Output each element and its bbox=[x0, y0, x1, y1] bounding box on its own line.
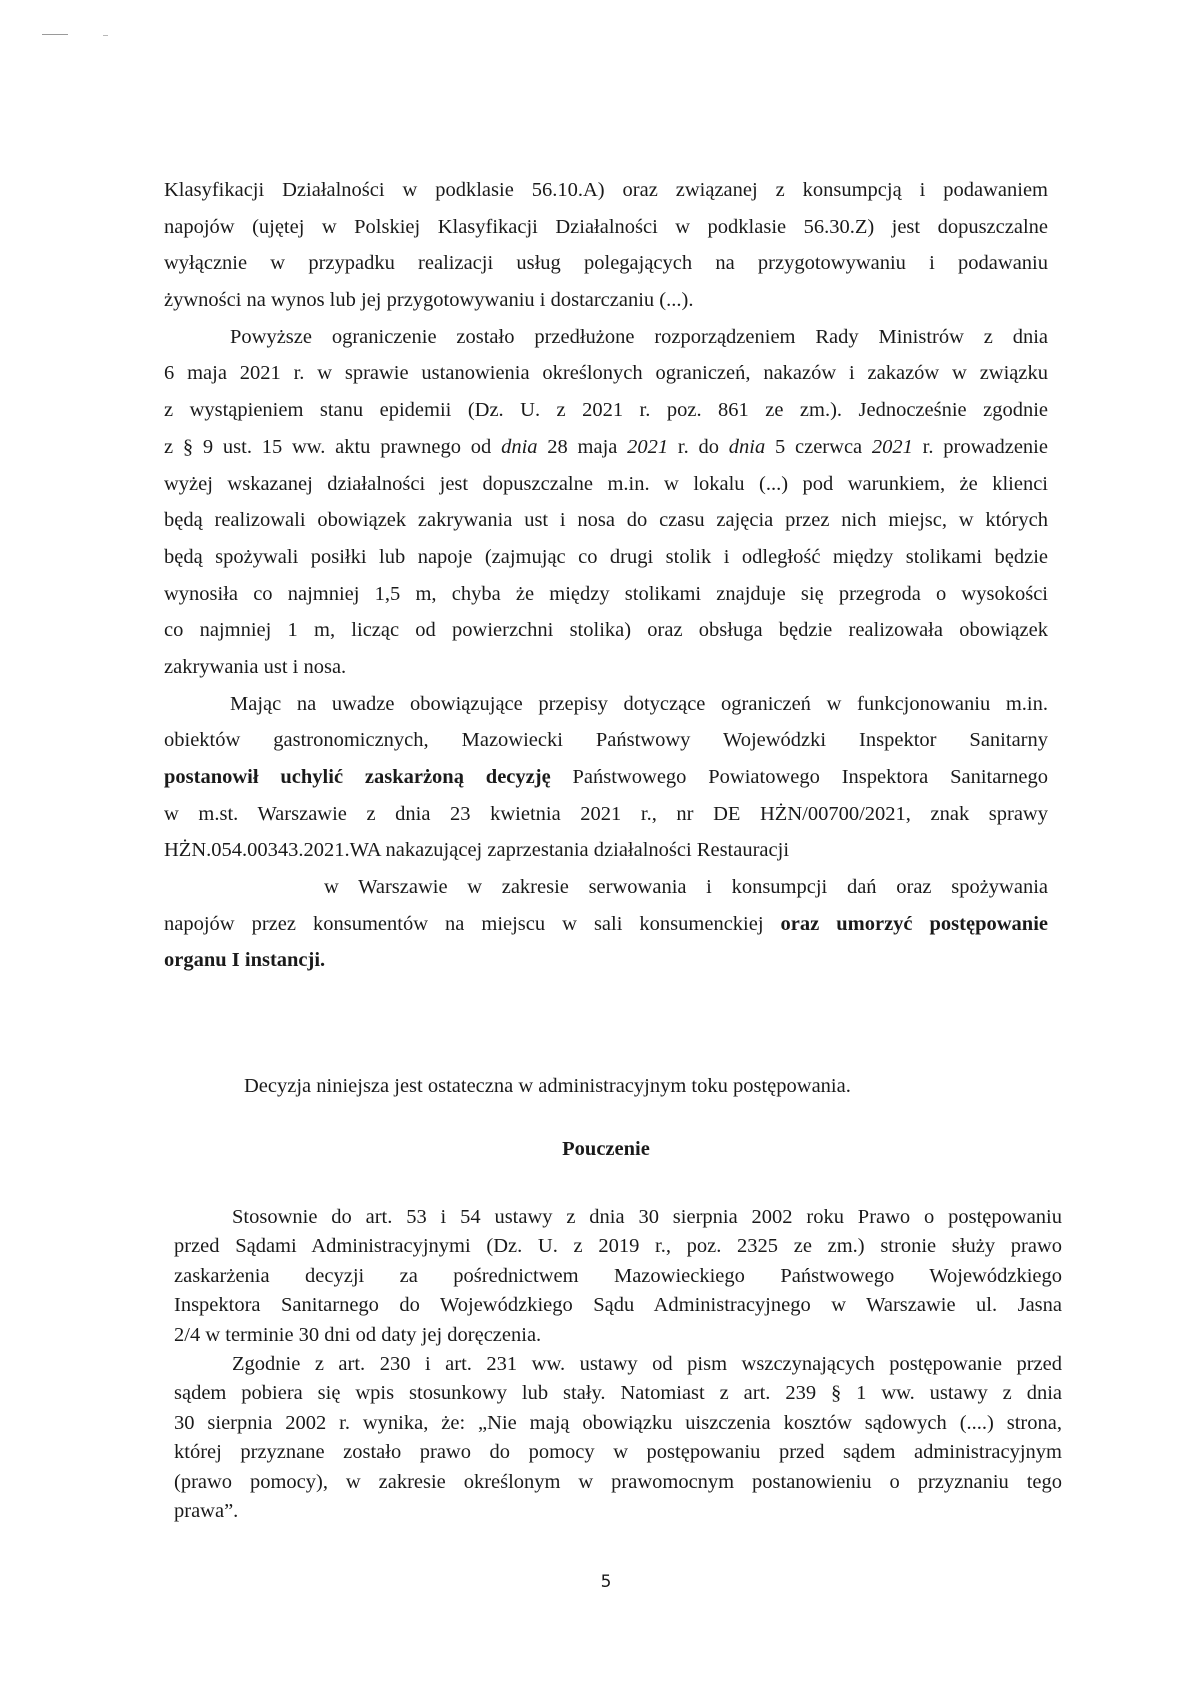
instructions-body bbox=[174, 1203, 1062, 1526]
text-line: HŻN.054.00343.2021.WA nakazującej zaprzestania działalności Restauracji bbox=[164, 839, 790, 862]
text-run: 5 czerwca bbox=[765, 435, 872, 458]
text-line: której przyznane zostało prawo do pomocy w postępowaniu przed sądem administracyjnym bbox=[174, 1441, 1062, 1464]
text-line: prawa”. bbox=[174, 1499, 239, 1522]
text-line: sądem pobiera się wpis stosunkowy lub stały. Natomiast z art. 239 § 1 ww. ustawy z dnia bbox=[174, 1382, 1062, 1405]
section-heading: Pouczenie bbox=[562, 1138, 650, 1160]
text-line: wyłącznie w przypadku realizacji usług polegających na przygotowywaniu i podawaniu bbox=[164, 252, 1048, 275]
italic-run: dnia bbox=[728, 435, 766, 458]
text-line: z wystąpieniem stanu epidemii (Dz. U. z 2021 r. poz. 861 ze zm.). Jednocześnie zgodnie bbox=[164, 399, 1048, 422]
text-line: wynosiła co najmniej 1,5 m, chyba że między stolikami znajduje się przegroda o wysokości bbox=[164, 582, 1048, 605]
text-line: w Warszawie w zakresie serwowania i konsumpcji dań oraz spożywania bbox=[324, 876, 1048, 899]
text-line: w m.st. Warszawie z dnia 23 kwietnia 2021 r., nr DE HŻN/00700/2021, znak sprawy bbox=[164, 802, 1048, 825]
text-line: Klasyfikacji Działalności w podklasie 56.10.A) oraz związanej z konsumpcją i podawaniem bbox=[164, 179, 1048, 201]
text-line: obiektów gastronomicznych, Mazowiecki Państwowy Wojewódzki Inspektor Sanitarny bbox=[164, 729, 1048, 752]
bold-run: oraz umorzyć postępowanie bbox=[780, 912, 1048, 935]
italic-run: 2021 bbox=[627, 435, 669, 458]
bold-run: postanowił uchylić zaskarżoną decyzję bbox=[164, 766, 551, 788]
text-line: zakrywania ust i nosa. bbox=[164, 655, 347, 678]
italic-run: dnia bbox=[501, 435, 538, 458]
text-line: przed Sądami Administracyjnymi (Dz. U. z 2019 r., poz. 2325 ze zm.) stronie służy prawo bbox=[174, 1235, 1062, 1258]
text-line: co najmniej 1 m, licząc od powierzchni stolika) oraz obsługa będzie realizowała obowiązek bbox=[164, 619, 1048, 642]
text-line bbox=[164, 429, 1048, 466]
text-line: 2/4 w terminie 30 dni od daty jej doręczenia. bbox=[174, 1323, 542, 1346]
scan-artifact bbox=[103, 35, 108, 36]
text-run: r. prowadzenie bbox=[912, 435, 1048, 458]
text-line: będą realizowali obowiązek zakrywania ust i nosa do czasu zajęcia przez nich miejsc, w których bbox=[164, 509, 1048, 532]
text-run: r. do bbox=[668, 435, 729, 458]
text-run: napojów przez konsumentów na miejscu w sali konsumenckiej bbox=[164, 912, 781, 935]
text-run: 28 maja bbox=[537, 435, 628, 458]
text-line bbox=[164, 942, 1048, 979]
page-number: 5 bbox=[600, 1572, 612, 1592]
text-run: z § 9 ust. 15 ww. aktu prawnego od bbox=[164, 435, 502, 458]
text-line: Stosownie do art. 53 i 54 ustawy z dnia 30 sierpnia 2002 roku Prawo o postępowaniu bbox=[232, 1206, 1062, 1228]
text-line: Zgodnie z art. 230 i art. 231 ww. ustawy od pism wszczynających postępowanie przed bbox=[232, 1352, 1062, 1375]
text-line: 30 sierpnia 2002 r. wynika, że: „Nie mają obowiązku uiszczenia kosztów sądowych (....) strona, bbox=[174, 1411, 1062, 1434]
text-line: 6 maja 2021 r. w sprawie ustanowienia określonych ograniczeń, nakazów i zakazów w związku bbox=[164, 362, 1048, 385]
text-run: Państwowego Powiatowego Inspektora Sanitarnego bbox=[550, 766, 1048, 788]
final-statement: Decyzja niniejsza jest ostateczna w administracyjnym toku postępowania. bbox=[244, 1075, 851, 1097]
italic-run: 2021 bbox=[871, 435, 913, 458]
decision-body bbox=[164, 172, 1048, 979]
text-line: (prawo pomocy), w zakresie określonym w prawomocnym postanowieniu o przyznaniu tego bbox=[174, 1470, 1062, 1493]
bold-run: organu I instancji. bbox=[164, 949, 326, 972]
scan-artifact bbox=[42, 34, 68, 35]
text-line: Inspektora Sanitarnego do Wojewódzkiego Sądu Administracyjnego w Warszawie ul. Jasna bbox=[174, 1294, 1062, 1317]
text-line: żywności na wynos lub jej przygotowywaniu i dostarczaniu (...). bbox=[164, 289, 694, 312]
text-line: napojów (ujętej w Polskiej Klasyfikacji Działalności w podklasie 56.30.Z) jest dopuszczalne bbox=[164, 215, 1048, 238]
text-line bbox=[164, 759, 1048, 796]
text-line bbox=[164, 906, 1048, 943]
text-line: będą spożywali posiłki lub napoje (zajmując co drugi stolik i odległość między stolikami będzie bbox=[164, 545, 1048, 568]
text-line: Mając na uwadze obowiązujące przepisy dotyczące ograniczeń w funkcjonowaniu m.in. bbox=[230, 692, 1048, 715]
text-line: Powyższe ograniczenie zostało przedłużone rozporządzeniem Rady Ministrów z dnia bbox=[230, 325, 1048, 348]
text-line: wyżej wskazanej działalności jest dopuszczalne m.in. w lokalu (...) pod warunkiem, że klienci bbox=[164, 472, 1048, 495]
text-line: zaskarżenia decyzji za pośrednictwem Mazowieckiego Państwowego Wojewódzkiego bbox=[174, 1264, 1062, 1287]
